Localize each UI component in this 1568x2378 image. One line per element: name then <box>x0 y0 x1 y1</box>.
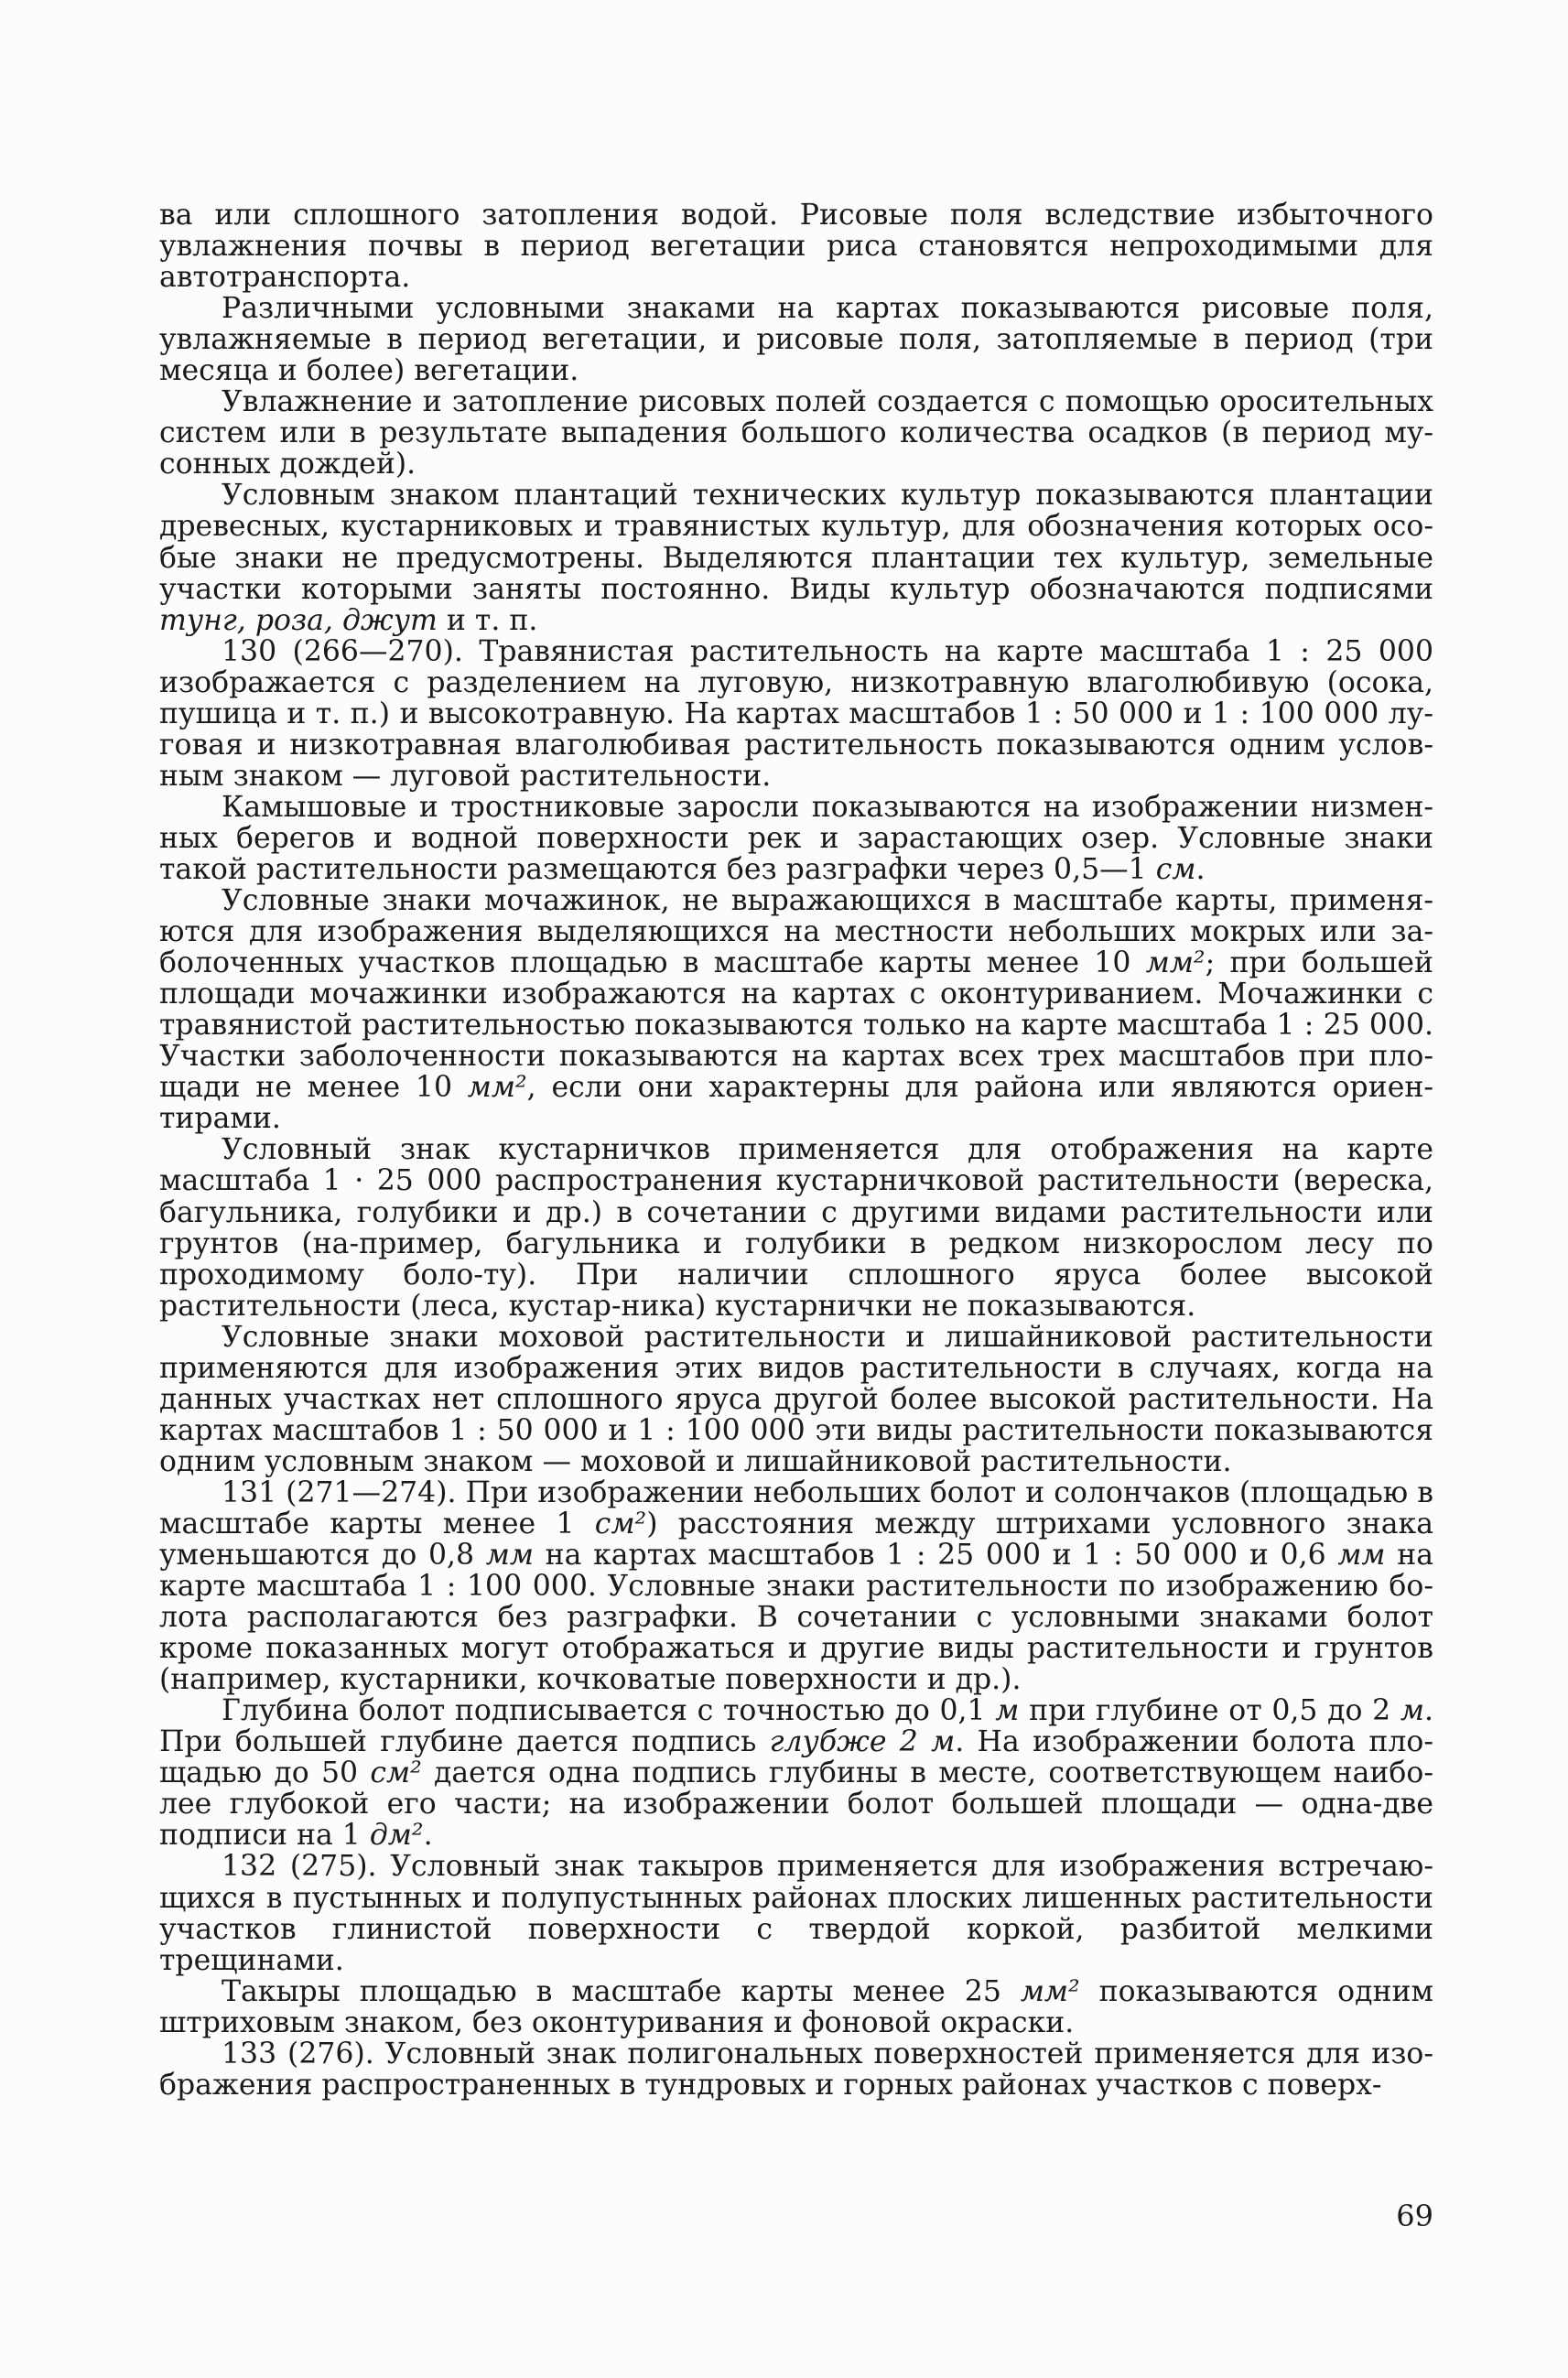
body-text <box>159 200 1433 2101</box>
text-run: Условные знаки моховой растительности и лишайниковой растительности применяются для изображения этих видов растительности в случаях, когда на данных участках нет сплошного яруса другой более высокой растительности. На картах масштабов 1 : 50 000 и 1 : 100 000 эти виды растительности показываются одним условным знаком — моховой и лишайниковой растительности. <box>159 1320 1433 1478</box>
text-run: на картах масштабов 1 : 25 000 и 1 : 50 000 и 0,6 <box>533 1539 1338 1573</box>
text-run: Условные знаки мочажинок, не выражающихся в масштабе карты, применя-ются для изображения выделяющихся на местности небольших мокрых или за-болоченных участков площадью в масштабе карты менее 10 <box>159 884 1433 980</box>
text-run: Условный знак кустарничков применяется для отображения на карте масштаба 1 · 25 000 распространения кустарничковой растительности (вереска, багульника, голубики и др.) в сочетании с другими видами растительности или грунтов (на-пример, багульника и голубики в редком низкорослом лесу по проходимому боло-ту). При наличии сплошного яруса более высокой растительности (леса, кустар-ника) кустарнички не показываются. <box>159 1133 1433 1323</box>
text-run: ; при большей площади мочажинки изображаются на картах с оконтуриванием. Мочажинки с травянистой растительностью показываются только на карте масштаба 1 : 25 000. Участки заболоченности показываются на картах всех трех масштабов при пло-щади не менее 10 <box>159 946 1433 1105</box>
italic-text: глубже 2 м <box>769 1725 956 1759</box>
text-run: Увлажнение и затопление рисовых полей создается с помощью оросительных систем или в результате выпадения большого количества осадков (в период му-сонных дождей). <box>159 385 1433 481</box>
paragraph <box>159 2038 1433 2101</box>
italic-text: м <box>1400 1694 1424 1728</box>
text-run: . <box>423 1819 433 1853</box>
paragraph <box>159 386 1433 480</box>
italic-text: мм² <box>1020 1974 1080 2008</box>
italic-text: мм² <box>467 1071 527 1105</box>
italic-text: мм <box>1337 1539 1386 1573</box>
paragraph <box>159 1322 1433 1477</box>
text-run: Такыры площадью в масштабе карты менее 25 <box>222 1974 1021 2008</box>
text-run: на карте масштаба 1 : 100 000. Условные знаки растительности по изображению бо-лота располагаются без разграфки. В сочетании с условными знаками болот кроме показанных могут отображаться и другие виды растительности и грунтов (например, кустарники, кочковатые поверхности и др.). <box>159 1539 1433 1697</box>
italic-text: м <box>995 1694 1020 1728</box>
page-number: 69 <box>1396 2199 1433 2233</box>
italic-text: тунг, роза, джут <box>159 603 438 637</box>
paragraph <box>159 1976 1433 2038</box>
text-run: 131 (271—274). При изображении небольших болот и солончаков (площадью в масштабе карты менее 1 <box>159 1475 1433 1540</box>
paragraph <box>159 1851 1433 1975</box>
text-run: Условным знаком плантаций технических культур показываются плантации древесных, кустарниковых и травянистых культур, для обозначения которых осо-бые знаки не предусмотрены. Выделяются плантации тех культур, земельные участки которыми заняты постоянно. Виды культур обозначаются подписями <box>159 479 1433 606</box>
paragraph <box>159 885 1433 1134</box>
paragraph <box>159 200 1433 293</box>
paragraph <box>159 480 1433 635</box>
italic-text: см² <box>594 1507 647 1540</box>
italic-text: мм <box>485 1539 534 1573</box>
italic-text: см <box>1155 852 1196 886</box>
text-run: Камышовые и тростниковые заросли показываются на изображении низмен-ных берегов и водной поверхности рек и зарастающих озер. Условные знаки такой растительности размещаются без разграфки через 0,5—1 <box>159 790 1433 886</box>
text-run: показываются одним штриховым знаком, без оконтуривания и фоновой окраски. <box>159 1974 1433 2039</box>
text-run: , если они характерны для района или являются ориен-тирами. <box>159 1071 1433 1136</box>
paragraph <box>159 1695 1433 1851</box>
paragraph <box>159 792 1433 885</box>
text-run: ) расстояния между штрихами условного знака уменьшаются до 0,8 <box>159 1507 1433 1573</box>
text-run: Глубина болот подписывается с точностью до 0,1 <box>222 1694 996 1728</box>
text-run: Различными условными знаками на картах показываются рисовые поля, увлажняемые в период вегетации, и рисовые поля, затопляемые в период (три месяца и более) вегетации. <box>159 292 1433 388</box>
paragraph <box>159 1134 1433 1321</box>
text-run: при глубине от 0,5 до 2 <box>1019 1694 1400 1728</box>
text-run: 133 (276). Условный знак полигональных поверхностей применяется для изо-бражения распространенных в тундровых и горных районах участков с поверх- <box>159 2037 1433 2102</box>
text-run: дается одна подпись глубины в месте, соответствующем наибо-лее глубокой его части; на изображении болот большей площади — одна-две подписи на 1 <box>159 1756 1434 1853</box>
paragraph <box>159 293 1433 386</box>
paragraph <box>159 1477 1433 1695</box>
text-run: и т. п. <box>437 603 538 637</box>
text-run: 130 (266—270). Травянистая растительность на карте масштаба 1 : 25 000 изображается с разделением на луговую, низкотравную влаголюбивую (осока, пушица и т. п.) и высокотравную. На картах масштабов 1 : 50 000 и 1 : 100 000 лу-говая и низкотравная влаголюбивая растительность показываются одним услов-ным знаком — луговой растительности. <box>159 634 1433 793</box>
text-run: . При большей глубине дается подпись <box>159 1694 1433 1759</box>
italic-text: мм² <box>1145 946 1206 980</box>
text-run: . На изображении болота пло-щадью до 50 <box>159 1725 1433 1790</box>
text-run: . <box>1195 852 1206 886</box>
italic-text: дм² <box>369 1819 424 1853</box>
text-run: 132 (275). Условный знак такыров применяется для изображения встречаю-щихся в пустынных и полупустынных районах плоских лишенных растительности участков глинистой поверхности с твердой коркой, разбитой мелкими трещинами. <box>159 1850 1433 1977</box>
italic-text: см² <box>370 1756 422 1790</box>
paragraph <box>159 636 1433 792</box>
text-run: ва или сплошного затопления водой. Рисовые поля вследствие избыточного увлажнения почвы в период вегетации риса становятся непроходимыми для автотранспорта. <box>159 199 1433 295</box>
